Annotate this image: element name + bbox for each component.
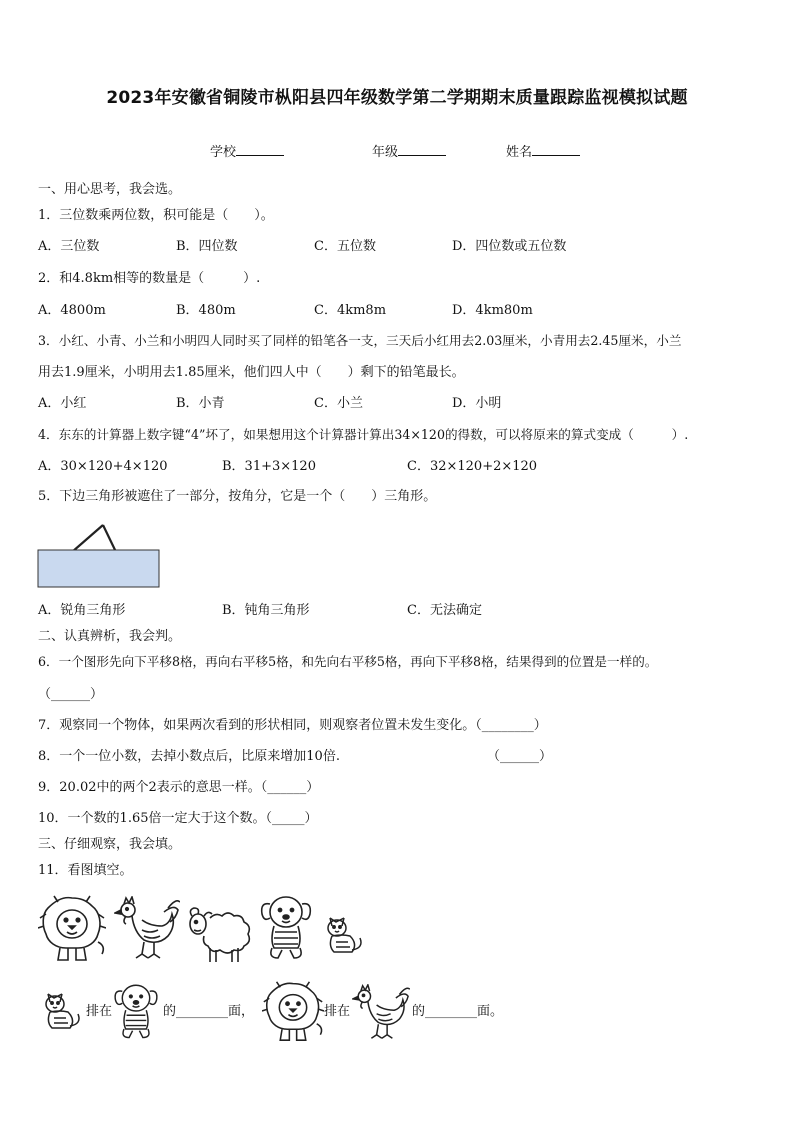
question-6-answer[interactable]: （______）: [38, 687, 104, 702]
sheep-icon: [186, 904, 252, 964]
q1-option-b[interactable]: B．四位数: [176, 239, 238, 254]
school-field[interactable]: [210, 142, 284, 159]
question-7: 7．观察同一个物体，如果两次看到的形状相同，则观察者位置未发生变化。（________）: [38, 718, 547, 733]
section-3-heading: 三、仔细观察，我会填。: [38, 837, 182, 852]
kitten-icon: [322, 912, 366, 956]
question-2: 2．和4.8km相等的数量是（ ）.: [38, 271, 261, 286]
question-10: 10．一个数的1.65倍一定大于这个数。（_____）: [38, 811, 318, 826]
q11-part-1-answer[interactable]: 的________面，: [163, 1004, 255, 1019]
name-label: 姓名: [506, 145, 533, 160]
kitten-icon: [40, 988, 84, 1032]
q5-option-a[interactable]: A．锐角三角形: [38, 603, 126, 618]
q11-part-1-mid: 排在: [86, 1004, 113, 1019]
question-3-line-2: 用去1.9厘米，小明用去1.85厘米，他们四人中（ ）剩下的铅笔最长。: [38, 365, 465, 380]
question-4: 4．东东的计算器上数字键“4”坏了，如果想用这个计算器计算出34×120的得数，可以将原来的算式变成（ ）.: [38, 427, 689, 442]
grade-blank[interactable]: [398, 142, 446, 156]
q5-option-b[interactable]: B．钝角三角形: [222, 603, 310, 618]
q11-part-2-mid: 排在: [324, 1004, 351, 1019]
rooster-icon: [114, 896, 180, 960]
name-blank[interactable]: [532, 142, 580, 156]
q3-option-a[interactable]: A．小红: [38, 396, 87, 411]
q5-option-c[interactable]: C．无法确定: [407, 603, 482, 618]
lion-icon: [262, 980, 324, 1042]
grade-field[interactable]: [372, 142, 446, 159]
q2-option-a[interactable]: A．4800m: [38, 303, 106, 318]
grade-label: 年级: [372, 145, 399, 160]
covered-triangle-figure: [36, 518, 166, 590]
lion-icon: [38, 894, 106, 962]
q2-option-c[interactable]: C．4km8m: [314, 303, 387, 318]
puppy-icon: [112, 980, 160, 1042]
section-2-heading: 二、认真辨析，我会判。: [38, 629, 182, 644]
question-9: 9．20.02中的两个2表示的意思一样。（______）: [38, 780, 320, 795]
section-1-heading: 一、用心思考，我会选。: [38, 182, 182, 197]
page-title: 2023年安徽省铜陵市枞阳县四年级数学第二学期期末质量跟踪监视模拟试题: [106, 88, 688, 108]
rooster-icon: [352, 984, 410, 1040]
q3-option-b[interactable]: B．小青: [176, 396, 225, 411]
question-6-line-1: 6．一个图形先向下平移8格，再向右平移5格，和先向右平移5格，再向下平移8格，结果得到的位置是一样的。: [38, 654, 658, 669]
question-8: 8．一个一位小数，去掉小数点后，比原来增加10倍.: [38, 749, 340, 764]
q1-option-a[interactable]: A．三位数: [38, 239, 100, 254]
q4-option-c[interactable]: C．32×120+2×120: [407, 459, 538, 474]
q11-part-2-answer[interactable]: 的________面。: [412, 1004, 504, 1019]
question-3-line-1: 3．小红、小青、小兰和小明四人同时买了同样的铅笔各一支，三天后小红用去2.03厘米，小青用去2.45厘米，小兰: [38, 333, 682, 348]
name-field[interactable]: [506, 142, 580, 159]
q3-option-d[interactable]: D．小明: [452, 396, 502, 411]
question-5: 5．下边三角形被遮住了一部分，按角分，它是一个（ ）三角形。: [38, 489, 437, 504]
q3-option-c[interactable]: C．小兰: [314, 396, 363, 411]
question-11: 11．看图填空。: [38, 863, 133, 878]
q1-option-c[interactable]: C．五位数: [314, 239, 376, 254]
puppy-icon: [258, 892, 314, 962]
q2-option-b[interactable]: B．480m: [176, 303, 236, 318]
school-blank[interactable]: [236, 142, 284, 156]
question-8-answer[interactable]: （______）: [487, 749, 553, 764]
question-1: 1．三位数乘两位数，积可能是（ ）。: [38, 208, 274, 223]
q4-option-b[interactable]: B．31+3×120: [222, 459, 316, 474]
q1-option-d[interactable]: D．四位数或五位数: [452, 239, 567, 254]
q2-option-d[interactable]: D．4km80m: [452, 303, 533, 318]
q4-option-a[interactable]: A．30×120+4×120: [38, 459, 168, 474]
school-label: 学校: [210, 145, 237, 160]
